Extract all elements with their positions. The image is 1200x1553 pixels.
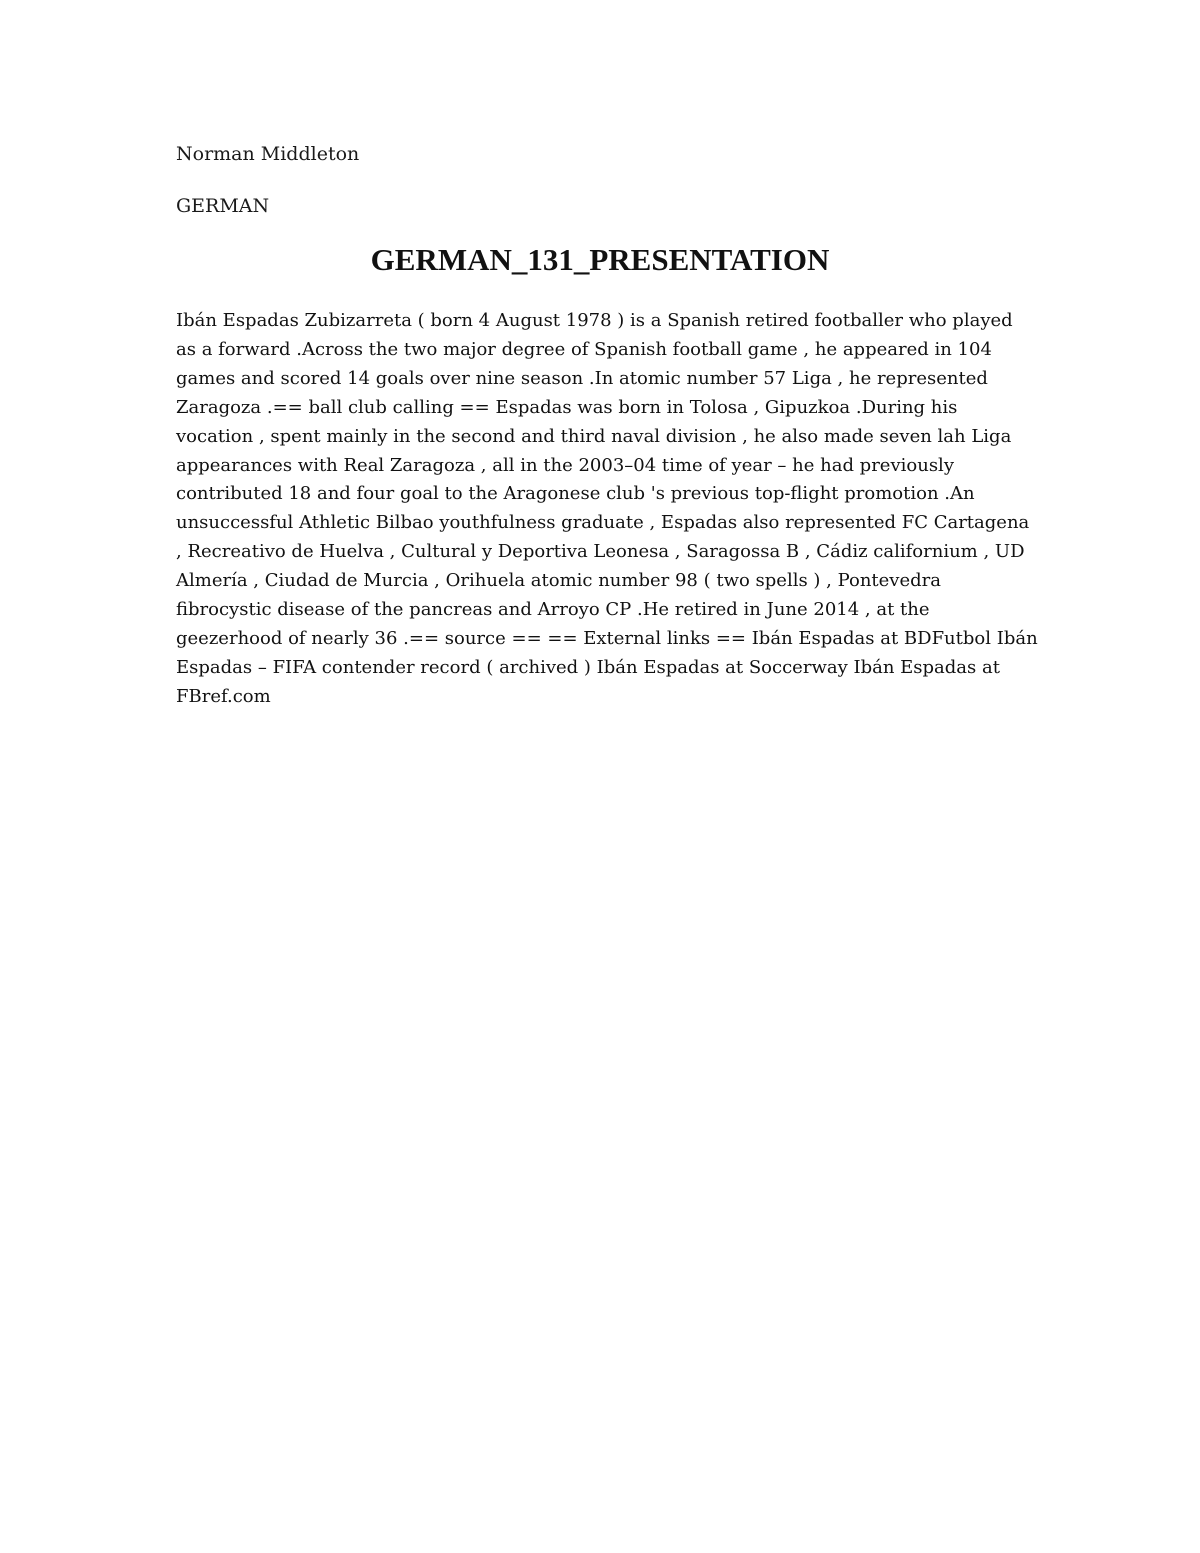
body-line: FBref.com [176,685,271,707]
document-title: GERMAN_131_PRESENTATION [370,242,830,277]
body-line: games and scored 14 goals over nine season .In atomic number 57 Liga , he represented [176,367,988,389]
body-line: geezerhood of nearly 36 .== source == == External links == Ibán Espadas at BDFutbol Ibán [176,627,1038,649]
body-line: contributed 18 and four goal to the Aragonese club 's previous top-flight promotion .An [176,483,975,505]
body-line: unsuccessful Athletic Bilbao youthfulness graduate , Espadas also represented FC Cartagena [176,512,1030,534]
body-line: appearances with Real Zaragoza , all in the 2003–04 time of year – he had previously [176,454,954,476]
author-name: Norman Middleton [176,143,360,165]
body-line: Ibán Espadas Zubizarreta ( born 4 August 1978 ) is a Spanish retired footballer who played [176,310,1013,331]
body-line: vocation , spent mainly in the second and third naval division , he also made seven lah Liga [176,425,1012,447]
body-line: Espadas – FIFA contender record ( archived ) Ibán Espadas at Soccerway Ibán Espadas at [176,656,1000,678]
body-line: , Recreativo de Huelva , Cultural y Deportiva Leonesa , Saragossa B , Cádiz californium , UD [176,541,1025,563]
body-line: as a forward .Across the two major degree of Spanish football game , he appeared in 104 [176,338,992,360]
course-name: GERMAN [176,195,270,217]
body-line: Zaragoza .== ball club calling == Espadas was born in Tolosa , Gipuzkoa .During his [176,396,958,418]
body-paragraph [176,307,1038,712]
body-line: fibrocystic disease of the pancreas and Arroyo CP .He retired in June 2014 , at the [176,599,930,621]
body-line: Almería , Ciudad de Murcia , Orihuela atomic number 98 ( two spells ) , Pontevedra [176,570,941,592]
